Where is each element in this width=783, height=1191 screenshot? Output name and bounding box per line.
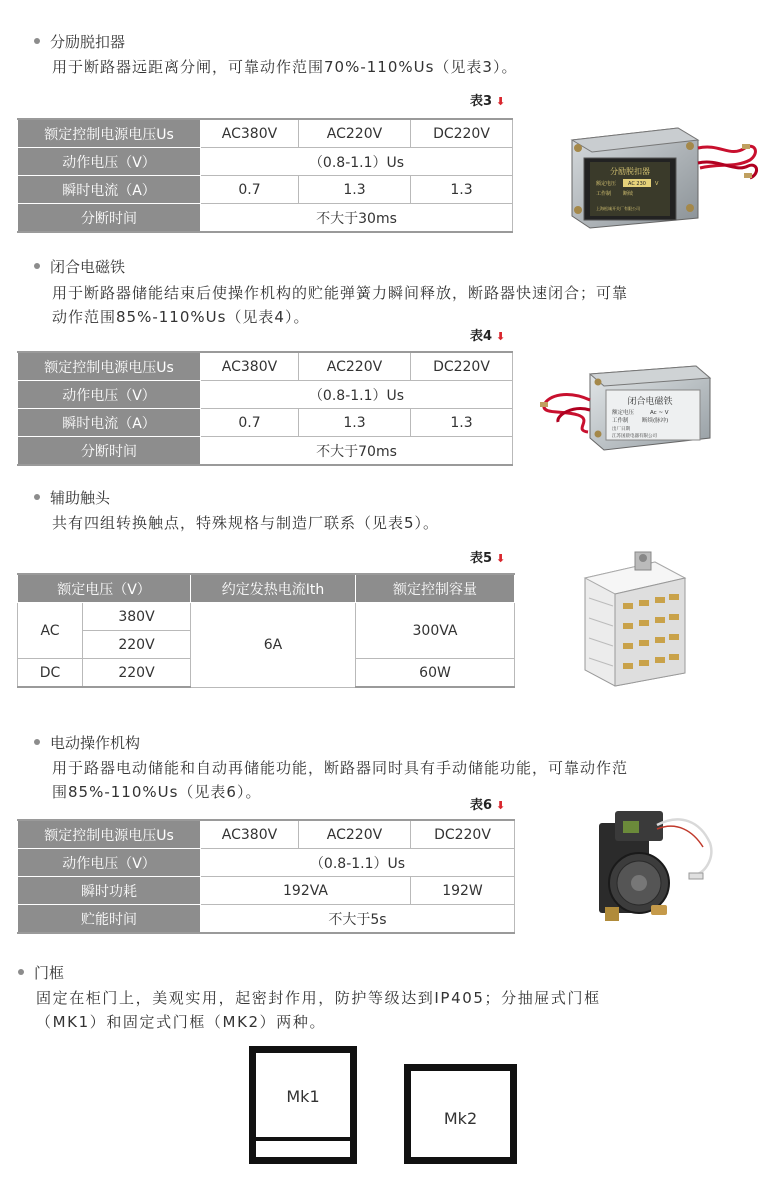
nameplate-text: 工作制: [596, 191, 612, 197]
drawer-slot: [268, 1145, 338, 1157]
nameplate-text: AC 230: [628, 181, 646, 187]
nameplate-text: 江苏国晨电器有限公司: [612, 434, 657, 439]
table-row: [18, 204, 513, 233]
table-cell: 220V: [83, 631, 191, 659]
table-label: 表4 ⬇: [470, 329, 506, 344]
spec-table-6: [17, 819, 515, 934]
table-header-cell: 额定控制容量: [356, 574, 515, 603]
table-cell: 6A: [191, 603, 356, 688]
table-header-cell: 瞬时功耗: [18, 877, 201, 905]
table-cell: AC380V: [201, 352, 299, 381]
table-cell: 0.7: [201, 409, 299, 437]
table-row: [18, 381, 513, 409]
desc-line: 固定在柜门上，美观实用，起密封作用，防护等级达到IP405；分抽屉式门框: [36, 989, 601, 1007]
table-label: 表6 ⬇: [470, 798, 506, 813]
nameplate-text: 断续: [623, 191, 634, 197]
bullet-icon: [18, 969, 24, 975]
nameplate-text: Ac ~ V: [650, 410, 669, 416]
table-cell: 1.3: [411, 176, 513, 204]
frame-label-mk1: Mk1: [286, 1087, 320, 1106]
table-cell: DC220V: [411, 119, 513, 148]
section-desc: [52, 511, 439, 535]
nameplate-text: V: [655, 181, 659, 187]
table-cell: DC: [18, 659, 83, 688]
table-header-cell: 额定控制电源电压Us: [18, 119, 201, 148]
table-cell: AC220V: [299, 820, 411, 849]
download-arrow-icon: ⬇: [496, 330, 506, 343]
table-row: [18, 148, 513, 176]
table-cell: 1.3: [299, 176, 411, 204]
table-header-cell: 约定发热电流Ith: [191, 574, 356, 603]
table-row: [18, 437, 513, 466]
table-row: [18, 119, 513, 148]
table-cell: （0.8-1.1）Us: [201, 381, 513, 409]
door-frame-mk1: [249, 1046, 357, 1164]
table-header-cell: 分断时间: [18, 204, 201, 233]
bullet-icon: [34, 494, 40, 500]
table-cell: 60W: [356, 659, 515, 688]
door-frame-mk2: [404, 1064, 517, 1164]
table-header-cell: 额定控制电源电压Us: [18, 352, 201, 381]
table-cell: 1.3: [411, 409, 513, 437]
table-cell: （0.8-1.1）Us: [201, 849, 515, 877]
nameplate-text: 断续(脉冲): [642, 418, 669, 424]
nameplate-text: 上海松诚开关厂有限公司: [596, 206, 640, 211]
table-row: [18, 603, 515, 631]
section-desc: [52, 756, 782, 804]
section-title-door-frame: 门框: [18, 962, 64, 983]
desc-line: 围85%-110%Us（见表6）。: [52, 783, 262, 801]
desc-line: 用于路器电动储能和自动再储能功能，断路器同时具有手动储能功能，可靠动作范: [52, 759, 629, 777]
spec-table-4: [17, 351, 513, 466]
frame-label-mk2: Mk2: [443, 1109, 478, 1128]
table-cell: 0.7: [201, 176, 299, 204]
download-arrow-icon: ⬇: [496, 799, 506, 812]
bullet-icon: [34, 38, 40, 44]
table-header-cell: 瞬时电流（A）: [18, 409, 201, 437]
table-cell: AC: [18, 603, 83, 659]
table-cell: AC220V: [299, 352, 411, 381]
bullet-icon: [34, 263, 40, 269]
section-title-shunt-release: 分励脱扣器: [34, 31, 125, 52]
shunt-release-photo: [560, 118, 765, 233]
motor-operator-photo: [585, 803, 735, 928]
table-header-cell: 贮能时间: [18, 905, 201, 934]
table-header-cell: 额定控制电源电压Us: [18, 820, 201, 849]
table-cell: 192VA: [201, 877, 411, 905]
nameplate-text: 出厂日期: [612, 427, 630, 432]
section-title-auxiliary-contact: 辅助触头: [34, 487, 110, 508]
table-row: [18, 574, 515, 603]
section-title-motor-operator: 电动操作机构: [34, 732, 140, 753]
nameplate-text: 工作制: [612, 418, 629, 424]
table-header-cell: 动作电压（V）: [18, 849, 201, 877]
table-cell: AC380V: [201, 119, 299, 148]
section-desc: [52, 281, 782, 329]
table-cell: 380V: [83, 603, 191, 631]
table-label: 表5 ⬇: [470, 551, 506, 566]
auxiliary-contact-photo: [575, 548, 695, 688]
table-cell: DC220V: [411, 820, 515, 849]
table-cell: 192W: [411, 877, 515, 905]
nameplate-text: 闭合电磁铁: [627, 397, 673, 407]
table-cell: AC380V: [201, 820, 299, 849]
spec-table-5: [17, 573, 515, 688]
table-cell: （0.8-1.1）Us: [201, 148, 513, 176]
table-header-cell: 分断时间: [18, 437, 201, 466]
spec-table-3: [17, 118, 513, 233]
table-header-cell: 瞬时电流（A）: [18, 176, 201, 204]
download-arrow-icon: ⬇: [496, 95, 506, 108]
desc-line: （MK1）和固定式门框（MK2）两种。: [36, 1013, 327, 1031]
closing-electromagnet-photo: [538, 360, 718, 460]
table-cell: 不大于70ms: [201, 437, 513, 466]
desc-line: 用于断路器远距离分闸，可靠动作范围70%-110%Us（见表3）。: [52, 58, 518, 76]
table-header-cell: 额定电压（V）: [18, 574, 191, 603]
section-desc: [52, 55, 517, 79]
table-label: 表3 ⬇: [470, 94, 506, 109]
section-desc: [36, 986, 776, 1034]
desc-line: 共有四组转换触点，特殊规格与制造厂联系（见表5）。: [52, 514, 440, 532]
download-arrow-icon: ⬇: [496, 552, 506, 565]
table-row: [18, 849, 515, 877]
table-row: [18, 877, 515, 905]
table-row: [18, 409, 513, 437]
table-row: [18, 176, 513, 204]
table-row: [18, 352, 513, 381]
table-cell: 不大于30ms: [201, 204, 513, 233]
nameplate-text: 额定电压: [596, 181, 617, 187]
table-cell: AC220V: [299, 119, 411, 148]
nameplate-text: 分励脱扣器: [610, 167, 650, 176]
desc-line: 用于断路器储能结束后使操作机构的贮能弹簧力瞬间释放，断路器快速闭合；可靠: [52, 284, 629, 302]
frame-divider: [256, 1137, 350, 1141]
table-cell: 220V: [83, 659, 191, 688]
table-cell: 300VA: [356, 603, 515, 659]
desc-line: 动作范围85%-110%Us（见表4）。: [52, 308, 310, 326]
nameplate-text: 额定电压: [612, 410, 635, 416]
bullet-icon: [34, 739, 40, 745]
table-cell: 不大于5s: [201, 905, 515, 934]
section-title-closing-electromagnet: 闭合电磁铁: [34, 256, 125, 277]
table-row: [18, 905, 515, 934]
table-row: [18, 820, 515, 849]
table-cell: DC220V: [411, 352, 513, 381]
table-header-cell: 动作电压（V）: [18, 148, 201, 176]
table-cell: 1.3: [299, 409, 411, 437]
table-header-cell: 动作电压（V）: [18, 381, 201, 409]
